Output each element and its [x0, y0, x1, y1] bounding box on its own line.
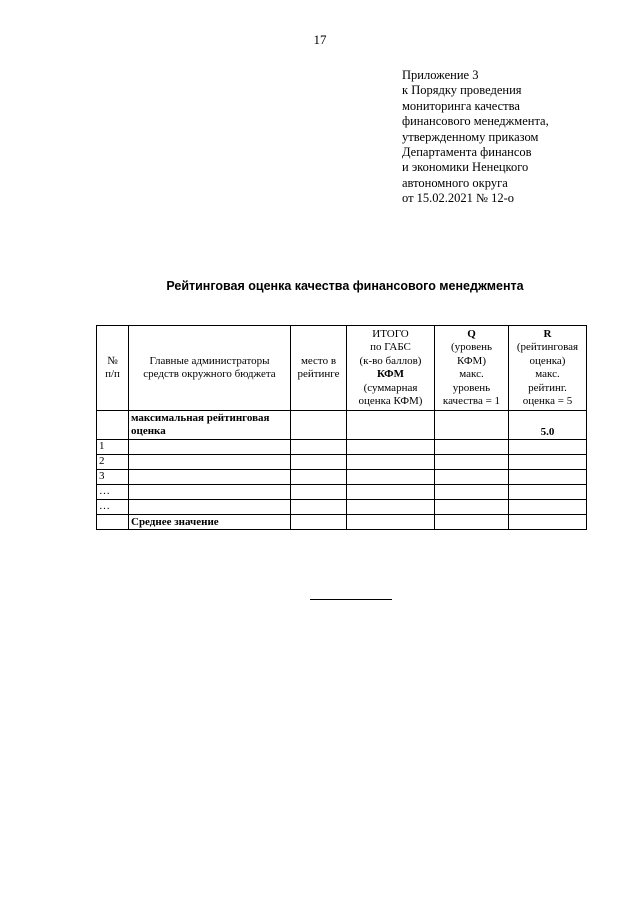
table-cell [347, 485, 435, 500]
header-r-line: оценка = 5 [522, 395, 573, 407]
table-row [97, 485, 587, 500]
header-q-letter: Q [467, 327, 476, 340]
appendix-line: Приложение 3 [402, 68, 479, 82]
header-admins-line: Главные администраторы [149, 354, 270, 367]
header-q [435, 326, 509, 411]
table-cell [129, 470, 291, 485]
table-cell [347, 440, 435, 455]
header-place-line: место в [300, 354, 337, 367]
table-cell [129, 500, 291, 515]
end-divider [310, 599, 392, 600]
header-r [509, 326, 587, 411]
table-cell [291, 411, 347, 440]
header-total-kfm: КФМ [377, 368, 404, 380]
appendix-line: финансового менеджмента, [402, 114, 549, 129]
appendix-line: от 15.02.2021 № 12-о [402, 191, 515, 206]
table-cell [129, 485, 291, 500]
row-number: 1 [97, 440, 129, 455]
header-total-line: (суммарная [363, 381, 418, 394]
table-cell [435, 455, 509, 470]
table-cell [509, 440, 587, 455]
table-cell [291, 470, 347, 485]
table-cell [509, 500, 587, 515]
header-r-letter: R [543, 327, 552, 340]
appendix-line: Департамента финансов [402, 145, 532, 160]
header-r-line: рейтинг. [528, 381, 567, 394]
table-cell [509, 455, 587, 470]
header-total [347, 326, 435, 411]
appendix-line: автономного округа [402, 175, 508, 190]
header-q-line: КФМ) [457, 354, 486, 367]
table-cell [347, 470, 435, 485]
header-num [97, 326, 129, 411]
table-cell [129, 440, 291, 455]
table-cell [509, 515, 587, 530]
header-admins [129, 326, 291, 411]
header-admins-line: средств окружного бюджета [143, 368, 276, 380]
table-cell [291, 455, 347, 470]
average-label: Среднее значение [129, 515, 291, 530]
header-q-line: качества = 1 [442, 395, 501, 407]
row-number: … [97, 485, 129, 500]
table-cell [509, 470, 587, 485]
table-cell [97, 515, 129, 530]
header-total-line: (к-во баллов) [359, 354, 422, 367]
table-header-row [97, 326, 587, 411]
table-cell [291, 500, 347, 515]
header-total-line: по ГАБС [370, 341, 411, 353]
table-cell [291, 485, 347, 500]
table-row-average [97, 515, 587, 530]
header-r-line: макс. [535, 368, 560, 380]
table-cell [435, 440, 509, 455]
row-number: … [97, 500, 129, 515]
header-total-line: оценка КФМ) [358, 395, 423, 407]
table-row [97, 440, 587, 455]
max-rating-value: 5.0 [509, 411, 587, 440]
header-q-line: уровень [452, 381, 491, 394]
appendix-line: к Порядку проведения [402, 83, 522, 98]
table-cell [291, 515, 347, 530]
max-rating-label: максимальная рейтинговая оценка [129, 411, 291, 440]
table-cell [347, 455, 435, 470]
table-cell [435, 485, 509, 500]
table-row [97, 455, 587, 470]
document-title: Рейтинговая оценка качества финансового менеджмента [166, 279, 524, 293]
header-q-line: макс. [459, 368, 484, 380]
table-cell [509, 485, 587, 500]
table-cell [435, 500, 509, 515]
appendix-block [402, 68, 627, 207]
appendix-line: и экономики Ненецкого [402, 160, 529, 175]
header-q-line: (уровень [450, 341, 493, 353]
table-cell [347, 411, 435, 440]
header-r-line: оценка) [529, 354, 566, 367]
row-number: 2 [97, 455, 129, 470]
table-cell [435, 515, 509, 530]
table-row [97, 500, 587, 515]
table-cell [435, 411, 509, 440]
table-row [97, 470, 587, 485]
header-num-line: № [107, 354, 118, 367]
header-total-line: ИТОГО [372, 327, 409, 340]
header-place [291, 326, 347, 411]
table-cell [129, 455, 291, 470]
header-place-line: рейтинге [297, 368, 340, 380]
table-cell [435, 470, 509, 485]
row-number: 3 [97, 470, 129, 485]
appendix-line: утвержденному приказом [402, 129, 539, 144]
table-cell [291, 440, 347, 455]
table-cell [97, 411, 129, 440]
header-num-line: п/п [105, 368, 120, 380]
table-row-max [97, 411, 587, 440]
page-number: 17 [313, 32, 327, 47]
table-cell [347, 515, 435, 530]
table-cell [347, 500, 435, 515]
header-r-line: (рейтинговая [516, 341, 579, 353]
rating-table [96, 325, 587, 530]
appendix-line: мониторинга качества [402, 98, 520, 113]
